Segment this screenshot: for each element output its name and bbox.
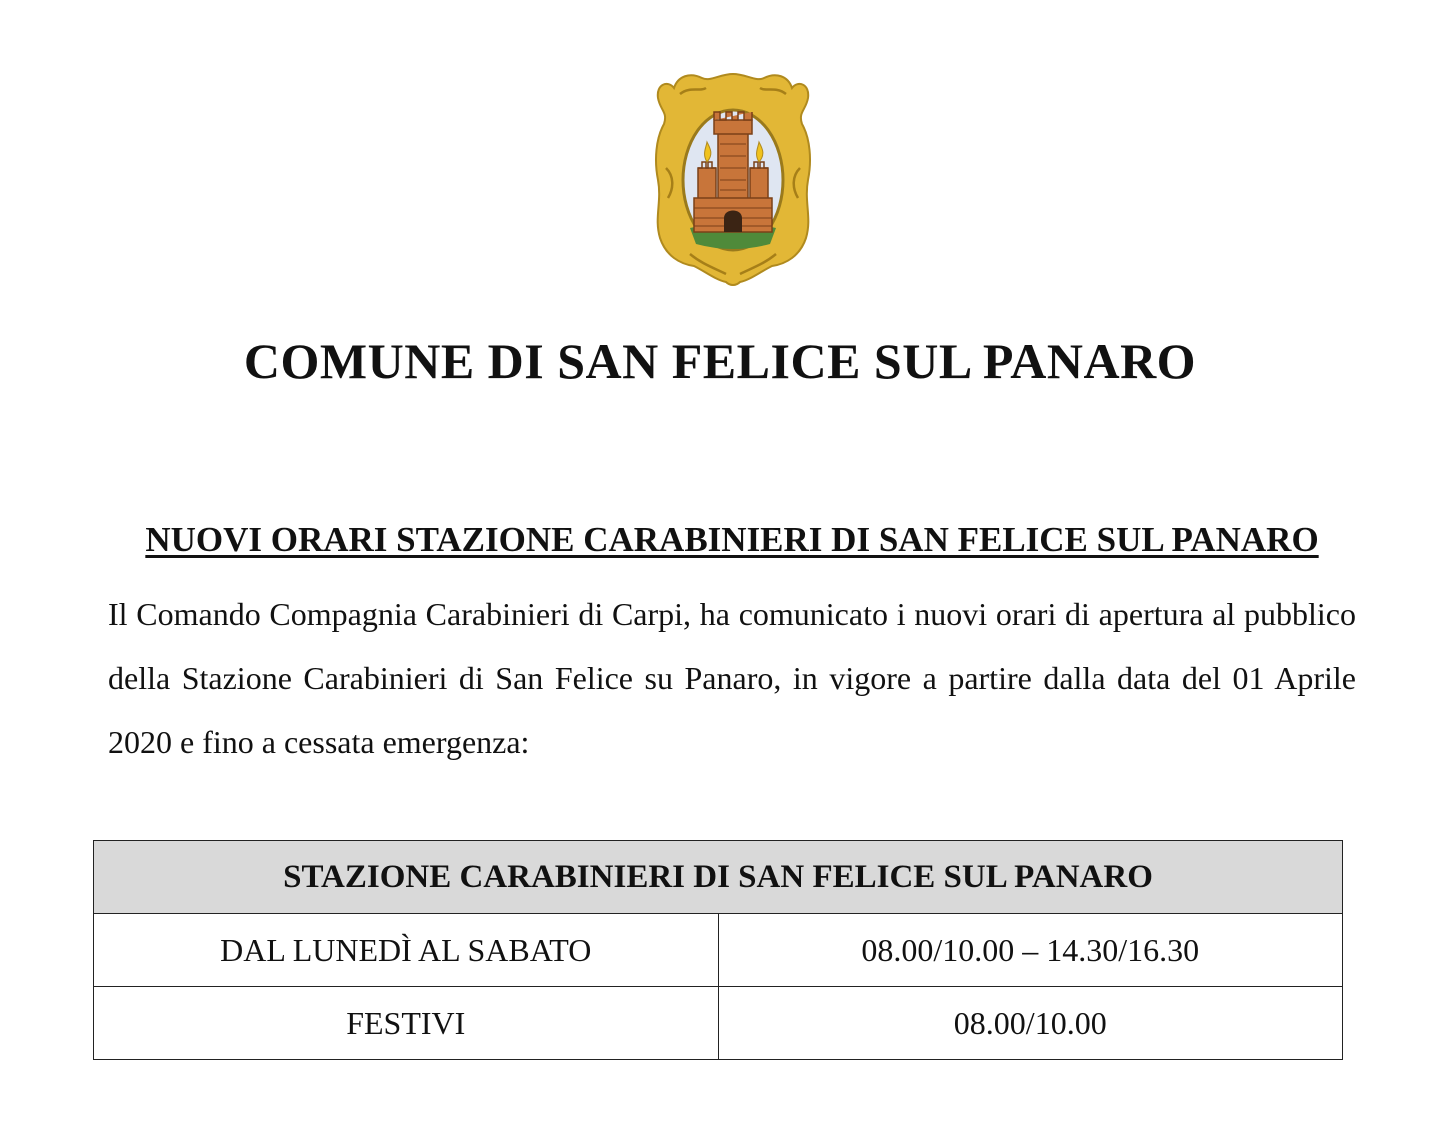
table-header-row xyxy=(94,841,1343,914)
notice-heading: NUOVI ORARI STAZIONE CARABINIERI DI SAN FELICE SUL PANARO xyxy=(145,520,1319,559)
table-row xyxy=(94,987,1343,1060)
table-header: STAZIONE CARABINIERI DI SAN FELICE SUL PANARO xyxy=(94,841,1343,914)
page-title: COMUNE DI SAN FELICE SUL PANARO xyxy=(243,333,1197,389)
opening-hours-table xyxy=(93,840,1343,1060)
hours-cell: 08.00/10.00 xyxy=(718,987,1343,1060)
days-cell: FESTIVI xyxy=(94,987,719,1060)
days-cell: DAL LUNEDÌ AL SABATO xyxy=(94,914,719,987)
notice-body: Il Comando Compagnia Carabinieri di Carpi, ha comunicato i nuovi orari di apertura al pubblico della Stazione Carabinieri di San Felice su Panaro, in vigore a partire dalla data del 01 Aprile 2020 e fino a cessata emergenza: xyxy=(108,596,1356,760)
coat-of-arms-icon xyxy=(650,68,816,290)
table-row xyxy=(94,914,1343,987)
hours-cell: 08.00/10.00 – 14.30/16.30 xyxy=(718,914,1343,987)
